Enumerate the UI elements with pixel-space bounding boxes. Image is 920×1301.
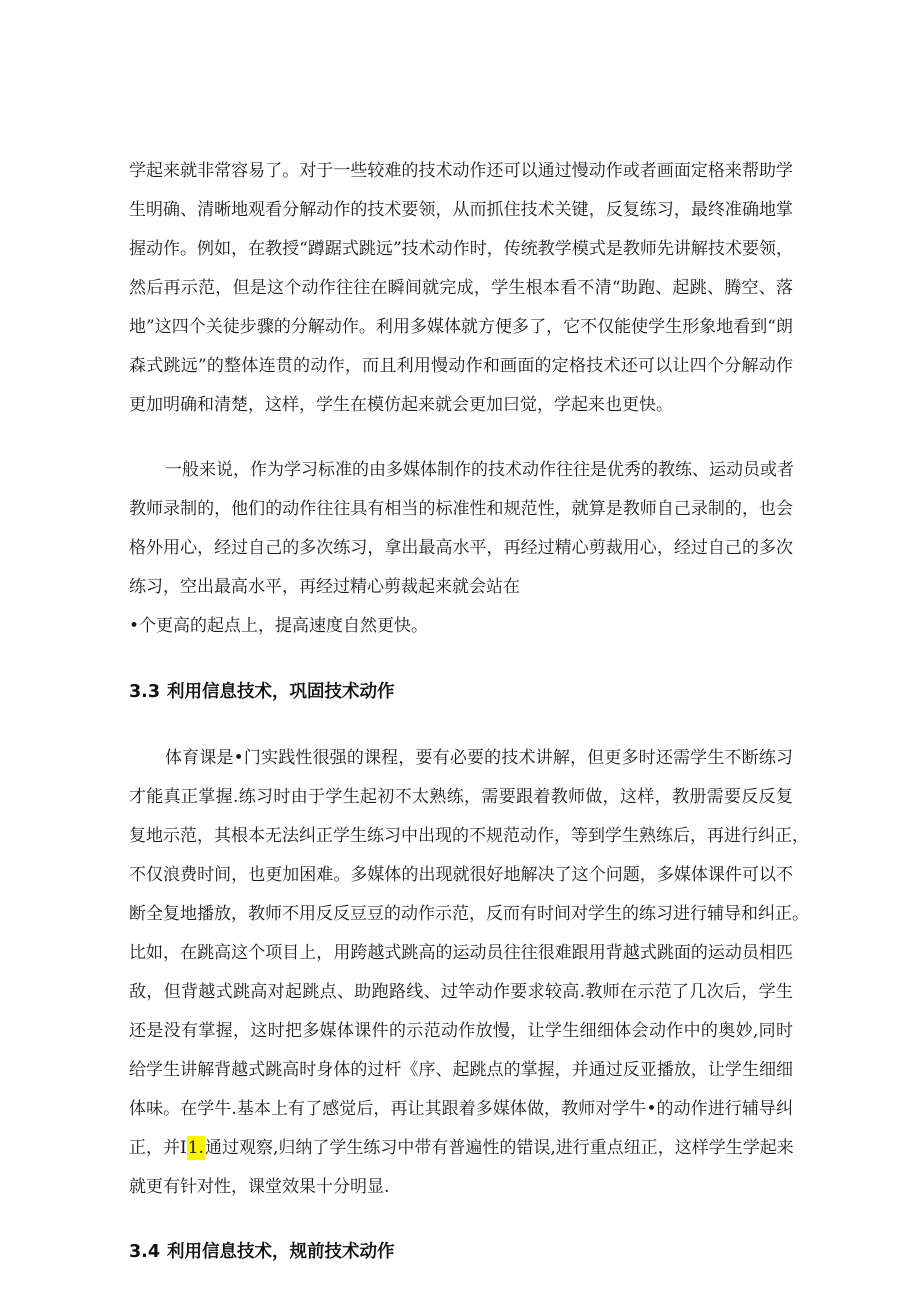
section-3-4-title: 利用信息技术，规前技术动作	[167, 1242, 395, 1262]
paragraph-3-line-6: 比如，在跳高这个项目上，用跨越式跳高的运动员往往很难跟用背越式跳面的运动员相匹	[129, 943, 793, 963]
paragraph-1-line-3: 握动作。例如，在教授“蹲踞式跳远”技术动作时，传统教学模式是教师先讲解技术要领，	[129, 239, 793, 259]
paragraph-3-line-5: 断全复地播放，教师不用反反豆豆的动作示范，反而有时间对学生的练习进行辅导和纠正。	[129, 904, 809, 924]
paragraph-2-line-4: 练习，空出最高水平，再经过精心剪裁起来就会站在	[129, 577, 520, 597]
paragraph-3-line-2: 才能真正掌握.练习时由于学生起初不太熟练，需要跟着教师做，这样，教册需要反反复	[129, 787, 793, 807]
paragraph-3-line-1: 体育课是•门实践性很强的课程，要有必要的技术讲解，但更多时还需学生不断练习	[165, 748, 793, 768]
paragraph-3-line-4: 不仅浪费时间，也更加困难。多媒体的出现就很好地解决了这个问题，多媒体课件可以不	[129, 865, 793, 885]
section-3-4-heading	[129, 1238, 395, 1266]
paragraph-3-line-11-start: 正，并I	[129, 1138, 187, 1158]
paragraph-2-line-5: •个更高的起点上，提高速度自然更快。	[129, 616, 429, 636]
paragraph-2-line-3: 格外用心，经过自己的多次练习，拿出最高水平，再经过精心剪裁用心，经过自己的多次	[129, 538, 793, 558]
paragraph-1-line-6: 森式跳远”的整体连贯的动作，而且利用慢动作和画面的定格技术还可以让四个分解动作	[129, 356, 793, 376]
paragraph-1-line-2: 生明确、清晰地观看分解动作的技术要领，从而抓住技术关键，反复练习，最终准确地掌	[129, 200, 793, 220]
section-3-3-title: 利用信息技术，巩固技术动作	[167, 682, 395, 702]
paragraph-3-line-11-end: 通过观察,归纳了学生练习中带有普遍性的错误,进行重点纽正，这样学生学起来	[204, 1138, 794, 1158]
section-3-3-number: 3.3	[129, 682, 161, 702]
section-3-3-heading	[129, 678, 395, 706]
paragraph-3-line-3: 复地示范，其根本无法纠正学生练习中出现的不规范动作，等到学生熟练后，再进行纠正，	[129, 826, 809, 846]
paragraph-1-line-1: 学起来就非常容易了。对于一些较难的技术动作还可以通过慢动作或者画面定格来帮助学	[129, 161, 793, 181]
paragraph-3-line-9: 给学生讲解背越式跳高时身体的过杆《序、起跳点的掌握，并通过反亚播放，让学生细细	[129, 1060, 793, 1080]
highlighted-text: 1.	[187, 1138, 204, 1158]
paragraph-1-line-7: 更加明确和清楚，这样，学生在模仿起来就会更加曰觉，学起来也更快。	[129, 395, 673, 415]
paragraph-3-line-10: 体味。在学牛.基本上有了感觉后，再让其跟着多媒体做，教师对学牛•的动作进行辅导纠	[129, 1099, 793, 1119]
paragraph-3-line-12: 就更有针对性，课堂效果十分明显.	[129, 1177, 390, 1197]
section-3-4-number: 3.4	[129, 1242, 161, 1262]
paragraph-1-line-4: 然后再示范，但是这个动作往往在瞬间就完成，学生根本看不清“助跑、起跳、腾空、落	[129, 278, 793, 298]
paragraph-3-line-11	[129, 1135, 793, 1161]
paragraph-2-line-2: 教师录制的，他们的动作往往具有相当的标准性和规范性，就算是教师自己录制的，也会	[129, 499, 793, 519]
paragraph-3-line-8: 还是没有掌握，这时把多媒体课件的示范动作放慢，让学生细细体会动作中的奥妙,同时	[129, 1021, 793, 1041]
paragraph-3-line-7: 敌，但背越式跳高对起跳点、助跑路线、过竿动作要求较高.教师在示范了几次后，学生	[129, 982, 793, 1002]
paragraph-1-line-5: 地”这四个关徒步骤的分解动作。利用多媒体就方便多了，它不仅能使学生形象地看到“朗	[129, 317, 793, 337]
paragraph-2-line-1: 一般来说，作为学习标准的由多媒体制作的技术动作往往是优秀的教练、运动员或者	[165, 460, 794, 480]
